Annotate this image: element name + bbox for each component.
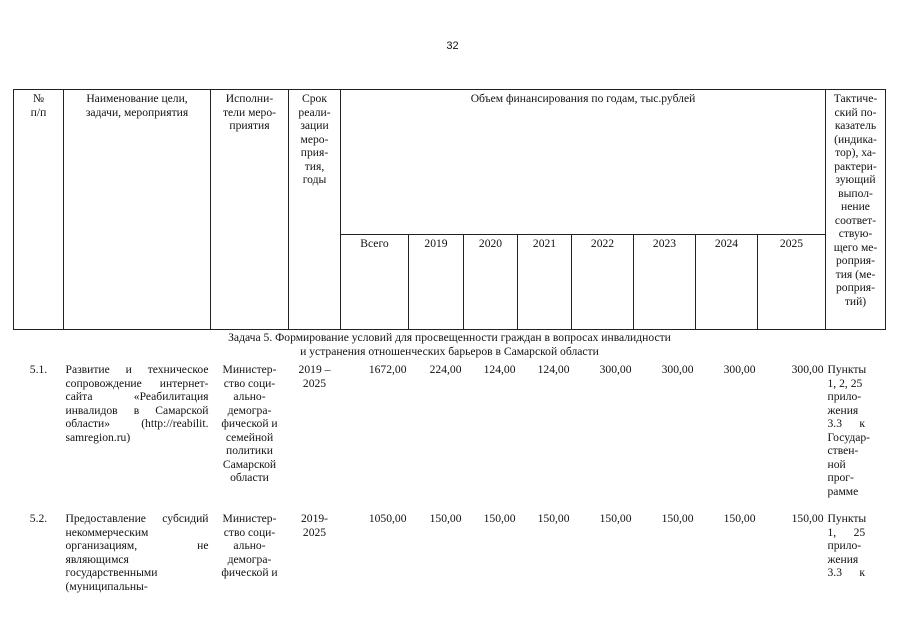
row-total: 1672,00 xyxy=(368,363,407,376)
row-value-2021: 124,00 xyxy=(537,363,570,376)
funding-table xyxy=(13,89,886,593)
row-term: 2019- 2025 xyxy=(300,512,329,539)
row-indicator: Пункты 1, 25 прило- жения 3.3 к xyxy=(827,512,867,579)
header-name: Наименование цели, задачи, мероприятия xyxy=(64,90,211,330)
row-value-2025: 300,00 xyxy=(791,363,824,376)
row-value-2020: 150,00 xyxy=(483,512,516,525)
page-number: 32 xyxy=(446,40,459,52)
row-name: Предоставление субсидий некоммерческим организациям, не являющимся государственными (муниципальны- xyxy=(65,512,209,593)
row-value-2024: 300,00 xyxy=(723,363,756,376)
table-row xyxy=(14,508,886,593)
header-number: № п/п xyxy=(14,90,64,330)
header-year-2020: 2020 xyxy=(464,235,518,330)
row-value-2025: 150,00 xyxy=(791,512,824,525)
row-executor: Министер- ство соци- ально- демогра- фической и семейной политики Самарской области xyxy=(221,363,278,484)
row-value-2022: 300,00 xyxy=(599,363,632,376)
row-value-2023: 300,00 xyxy=(661,363,694,376)
header-year-2022: 2022 xyxy=(572,235,634,330)
row-value-2023: 150,00 xyxy=(661,512,694,525)
header-executor: Исполни- тели меро- приятия xyxy=(211,90,289,330)
row-number: 5.2. xyxy=(29,512,48,525)
task-title-row xyxy=(14,330,886,362)
row-total: 1050,00 xyxy=(368,512,407,525)
row-value-2019: 150,00 xyxy=(429,512,462,525)
header-year-2025: 2025 xyxy=(758,235,826,330)
row-indicator: Пункты 1, 2, 25 прило- жения 3.3 к Государ- ствен- ной прог- рамме xyxy=(827,363,871,498)
row-name: Развитие и техническое сопровождение интернет-сайта «Реабилитация инвалидов в Самарской области» (http://reabilit. samregion.ru) xyxy=(65,363,209,444)
table-row xyxy=(14,361,886,508)
header-total: Всего xyxy=(341,235,409,330)
table-header xyxy=(14,90,886,330)
funding-table-wrapper xyxy=(13,89,886,593)
row-term: 2019 – 2025 xyxy=(298,363,331,390)
row-value-2021: 150,00 xyxy=(537,512,570,525)
header-term: Срок реали- зации меро- прия- тия, годы xyxy=(289,90,341,330)
header-year-2024: 2024 xyxy=(696,235,758,330)
header-year-2023: 2023 xyxy=(634,235,696,330)
task-title: Задача 5. Формирование условий для просвещенности граждан в вопросах инвалидности и устранения отношенческих барьеров в Самарской области xyxy=(228,331,671,358)
header-year-2021: 2021 xyxy=(518,235,572,330)
table-body xyxy=(14,330,886,594)
row-value-2022: 150,00 xyxy=(599,512,632,525)
header-year-2019: 2019 xyxy=(409,235,464,330)
row-executor: Министер- ство соци- ально- демогра- фической и xyxy=(221,512,278,579)
row-value-2019: 224,00 xyxy=(429,363,462,376)
row-value-2020: 124,00 xyxy=(483,363,516,376)
row-number: 5.1. xyxy=(29,363,48,376)
header-funding-group: Объем финансирования по годам, тыс.рублей xyxy=(341,90,826,235)
row-value-2024: 150,00 xyxy=(723,512,756,525)
header-indicator: Тактиче- ский по- казатель (индика- тор), ха- рактери- зующий выпол- нение соответ- ствую- щего ме- роприя- тия (ме- роприя- тий) xyxy=(826,90,886,330)
